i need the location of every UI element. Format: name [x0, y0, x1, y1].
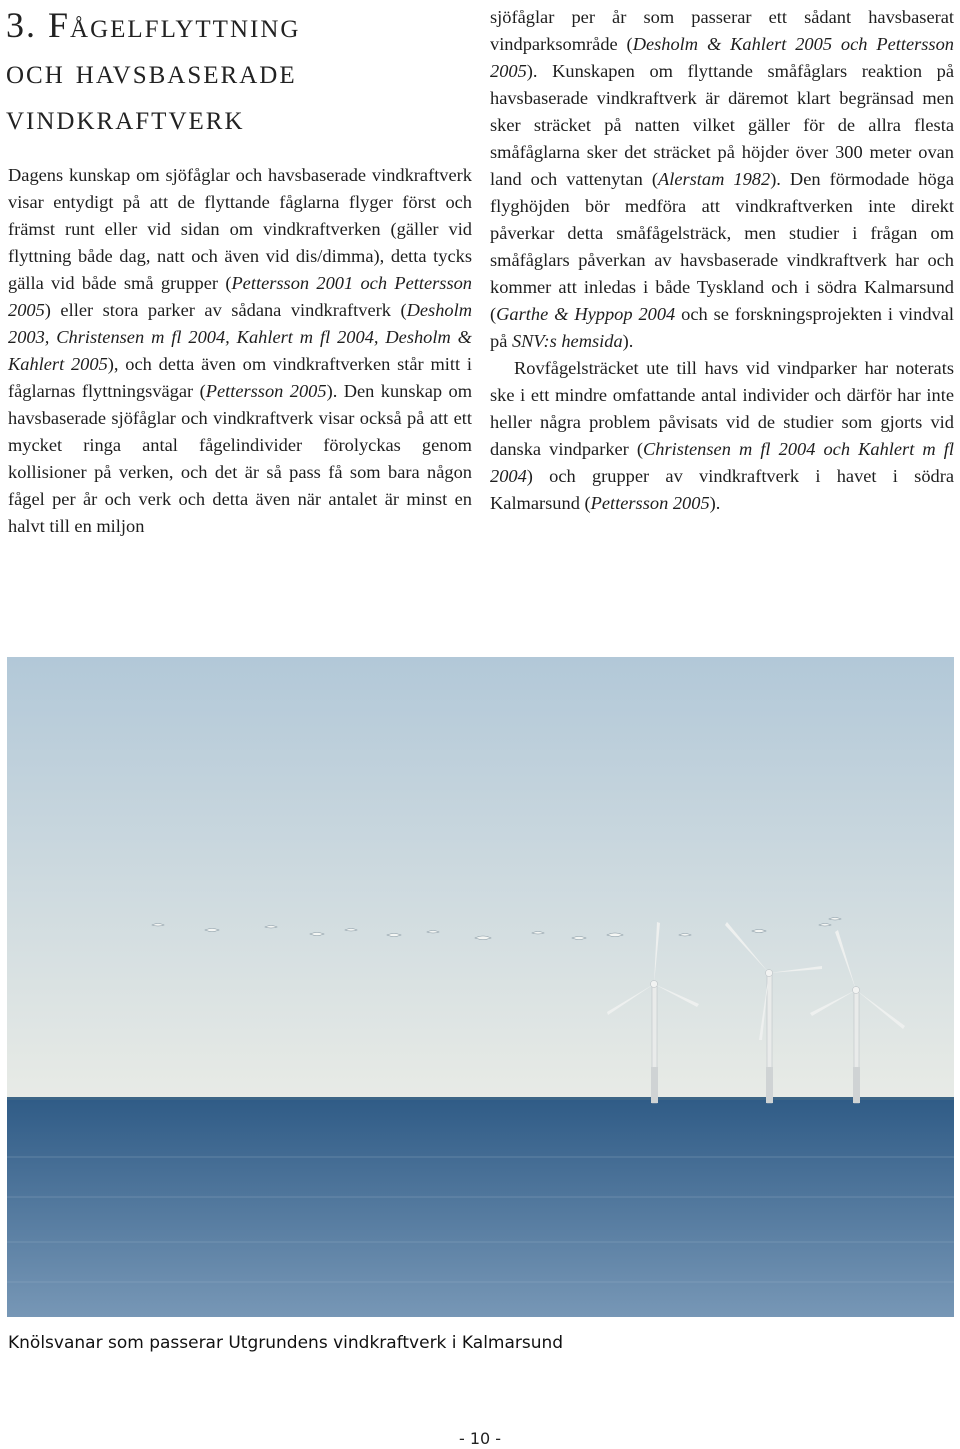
photo-illustration	[7, 657, 954, 1317]
swan	[310, 933, 324, 936]
chapter-title-line-2: och havsbaserade	[6, 51, 297, 91]
citation: Alerstam 1982	[657, 169, 771, 189]
page-number: - 10 -	[458, 1429, 502, 1448]
sky	[7, 657, 954, 1099]
citation: Desholm & Kahlert 2005 och Pettersson 2005	[490, 34, 954, 81]
swan	[387, 934, 401, 937]
paragraph: sjöfåglar per år som passerar ett sådant havsbaserat vindparksområde (Desholm & Kahlert 2005 och Pettersson 2005). Kunskapen om flyttande småfåglars reaktion på havsbaserade vindkraftverk är däremot klart begränsad men sker sträcket på natten vilket gäller för de allra flesta småfåglarna sker det sträcket på höjder över 300 meter ovan land och vattenytan (Alerstam 1982). Den förmodade höga flyghöjden bör medföra att vindkraftverken inte direkt påverkar detta småfågelsträck, men studier i frågan om småfåglars påverkan av havsbaserade vindkraftverk har och kommer att inledas i både Tyskland och i södra Kalmarsund (Garthe & Hyppop 2004 och se forskningsprojekten i vindval på SNV:s hemsida).	[490, 7, 954, 351]
chapter-heading	[6, 2, 476, 140]
citation: Christensen m fl 2004 och Kahlert m fl 2004	[490, 439, 954, 486]
chapter-title-line-3: vindkraftverk	[6, 97, 245, 137]
left-text-column	[8, 162, 472, 540]
photo-swans-and-wind-turbines	[7, 657, 954, 1317]
chapter-number: 3.	[6, 5, 37, 45]
paragraph: Dagens kunskap om sjöfåglar och havsbaserade vindkraftverk visar entydigt på att de flyttande fåglarna flyger först och främst runt eller vid sidan om vindkraftverken (gäller vid flyttning både dag, natt och även vid dis/dimma), detta tycks gälla vid både små grupper (Pettersson 2001 och Pettersson 2005) eller stora parker av sådana vindkraftverk (Desholm 2003, Christensen m fl 2004, Kahlert m fl 2004, Desholm & Kahlert 2005), och detta även om vindkraftverken står mitt i fåglarnas flyttningsvägar (Pettersson 2005). Den kunskap om havsbaserade sjöfåglar och vindkraftverk visar också på att ett mycket ringa antal fågelindivider förolyckas genom kollisioner på verken, och det är så pass få som bara någon fågel per år och verk och detta även när antalet är minst en halvt till en miljon	[8, 165, 473, 536]
swan	[205, 929, 219, 932]
citation: SNV:s hemsida	[511, 331, 623, 351]
citation: Pettersson 2005	[205, 381, 327, 401]
citation: Pettersson 2001 och Pettersson 2005	[8, 273, 472, 320]
chapter-title-line-1: Fågelflyttning	[48, 5, 301, 45]
swan	[752, 930, 766, 933]
right-text-column	[490, 4, 954, 517]
citation: Pettersson 2005	[590, 493, 710, 513]
paragraph: Rovfågelsträcket ute till havs vid vindparker har noterats ske i ett mindre omfattande antal individer och därför har inte heller några problem påvisats vid de studier som gjorts vid danska vindparker (Christensen m fl 2004 och Kahlert m fl 2004) och grupper av vindkraftverk i havet i södra Kalmarsund (Pettersson 2005).	[490, 358, 954, 513]
photo-caption: Knölsvanar som passerar Utgrundens vindkraftverk i Kalmarsund	[8, 1333, 564, 1353]
citation: Garthe & Hyppop 2004	[496, 304, 676, 324]
swan	[572, 937, 586, 940]
citation: Desholm 2003, Christensen m fl 2004, Kahlert m fl 2004, Desholm & Kahlert 2005	[8, 300, 472, 374]
sea	[7, 1097, 954, 1317]
horizon-line	[7, 1097, 954, 1100]
